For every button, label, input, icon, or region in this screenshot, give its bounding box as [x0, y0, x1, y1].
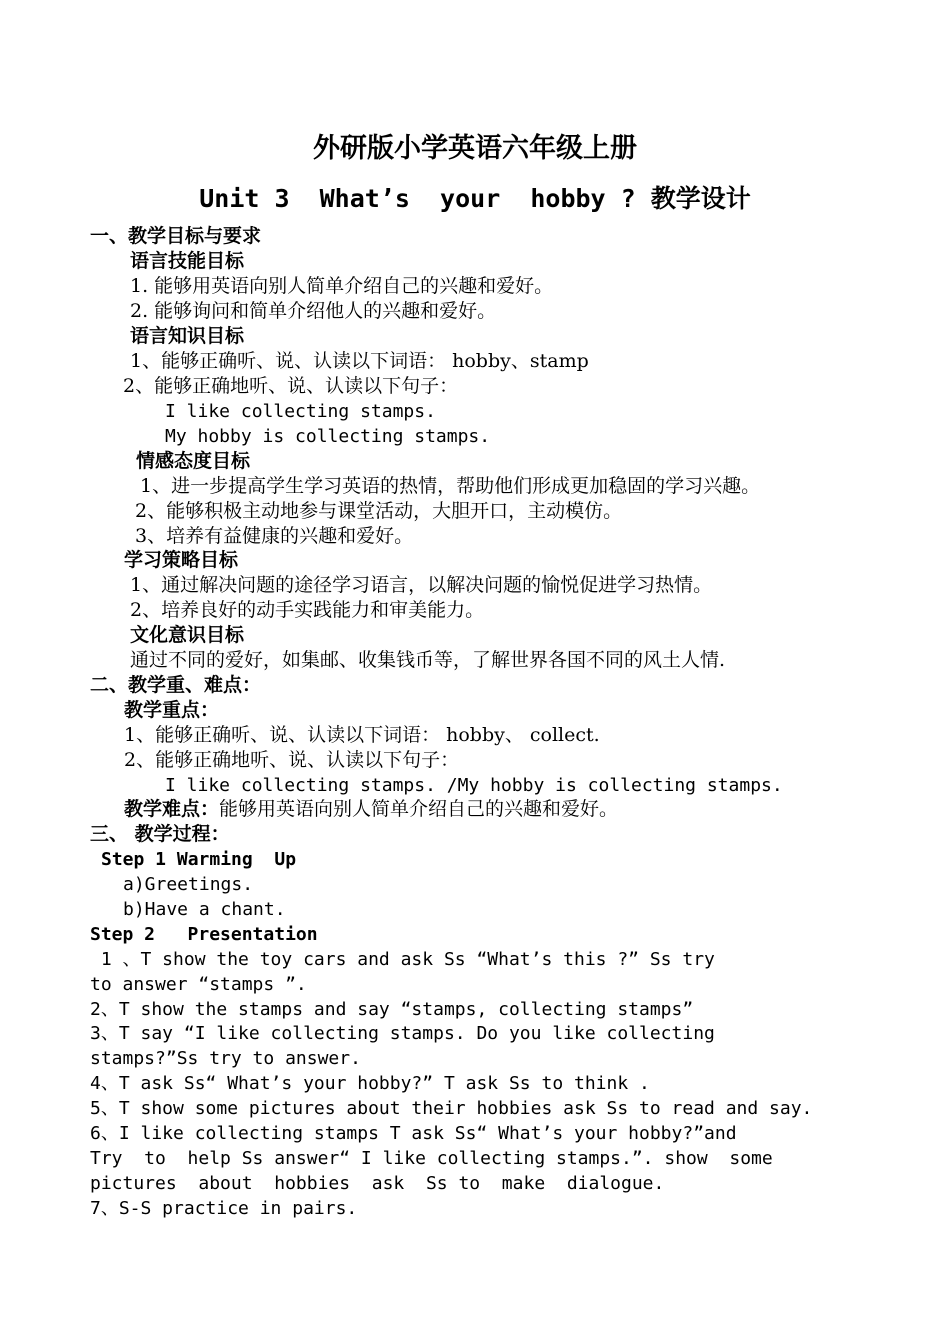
strategy-item-1: 1、通过解决问题的途径学习语言，以解决问题的愉悦促进学习热情。 [130, 574, 713, 596]
knowledge-heading: 语言知识目标 [130, 325, 245, 347]
culture-text: 通过不同的爱好，如集邮、收集钱币等，了解世界各国不同的风土人情. [130, 649, 726, 671]
step2-line-9: Try to help Ss answer“ I like collecting stamps.”. show some [90, 1148, 773, 1169]
page-title: 外研版小学英语六年级上册 [313, 133, 637, 164]
step2-line-10: pictures about hobbies ask Ss to make dialogue. [90, 1173, 665, 1194]
skills-heading: 语言技能目标 [130, 250, 245, 272]
skills-item-1: 1. 能够用英语向别人简单介绍自己的兴趣和爱好。 [130, 275, 554, 297]
strategy-item-2: 2、培养良好的动手实践能力和审美能力。 [130, 599, 485, 621]
difficulty-line [124, 797, 618, 822]
section1-heading: 一、教学目标与要求 [90, 225, 262, 247]
step1-heading: Step 1 Warming Up [101, 849, 297, 870]
knowledge-item-2: 2、能够正确地听、说、认读以下句子： [123, 375, 459, 397]
step2-line-5: stamps?”Ss try to answer. [90, 1048, 361, 1069]
step2-line-11: 7、S-S practice in pairs. [90, 1198, 358, 1219]
page-subtitle: Unit 3 What’s your hobby ? 教学设计 [199, 184, 751, 213]
key-points-sentence: I like collecting stamps. /My hobby is collecting stamps. [165, 775, 783, 796]
knowledge-item-1: 1、能够正确听、说、认读以下词语： hobby、stamp [130, 350, 589, 372]
attitude-heading: 情感态度目标 [136, 450, 251, 472]
step2-line-7: 5、T show some pictures about their hobbies ask Ss to read and say. [90, 1098, 813, 1119]
key-points-item-1: 1、能够正确听、说、认读以下词语： hobby、 collect. [124, 724, 600, 746]
step2-heading: Step 2 Presentation [90, 924, 318, 945]
section3-heading: 三、 教学过程： [90, 823, 230, 845]
skills-item-2: 2. 能够询问和简单介绍他人的兴趣和爱好。 [130, 300, 497, 322]
key-points-heading: 教学重点： [124, 699, 220, 721]
knowledge-sentence-1: I like collecting stamps. [165, 401, 436, 422]
attitude-item-2: 2、能够积极主动地参与课堂活动，大胆开口，主动模仿。 [135, 500, 623, 522]
attitude-item-1: 1、进一步提高学生学习英语的热情，帮助他们形成更加稳固的学习兴趣。 [140, 475, 761, 497]
strategy-heading: 学习策略目标 [124, 549, 239, 571]
step1-item-1: a)Greetings. [123, 874, 254, 895]
step2-line-8: 6、I like collecting stamps T ask Ss“ What’s your hobby?”and [90, 1123, 737, 1144]
section2-heading: 二、教学重、难点： [90, 674, 262, 696]
step1-item-2: b)Have a chant. [123, 899, 286, 920]
difficulty-label: 教学难点： [124, 798, 220, 820]
key-points-item-2: 2、能够正确地听、说、认读以下句子： [124, 749, 460, 771]
knowledge-sentence-2: My hobby is collecting stamps. [165, 426, 491, 447]
culture-heading: 文化意识目标 [130, 624, 245, 646]
difficulty-text: 能够用英语向别人简单介绍自己的兴趣和爱好。 [219, 798, 619, 820]
step2-line-3: 2、T show the stamps and say “stamps, collecting stamps” [90, 999, 694, 1020]
step2-line-2: to answer “stamps ”. [90, 974, 307, 995]
step2-line-6: 4、T ask Ss“ What’s your hobby?” T ask Ss to think . [90, 1073, 650, 1094]
step2-line-4: 3、T say “I like collecting stamps. Do you like collecting [90, 1023, 715, 1044]
step2-line-1: 1 、T show the toy cars and ask Ss “What’s this ?” Ss try [90, 949, 715, 970]
attitude-item-3: 3、培养有益健康的兴趣和爱好。 [135, 525, 414, 547]
